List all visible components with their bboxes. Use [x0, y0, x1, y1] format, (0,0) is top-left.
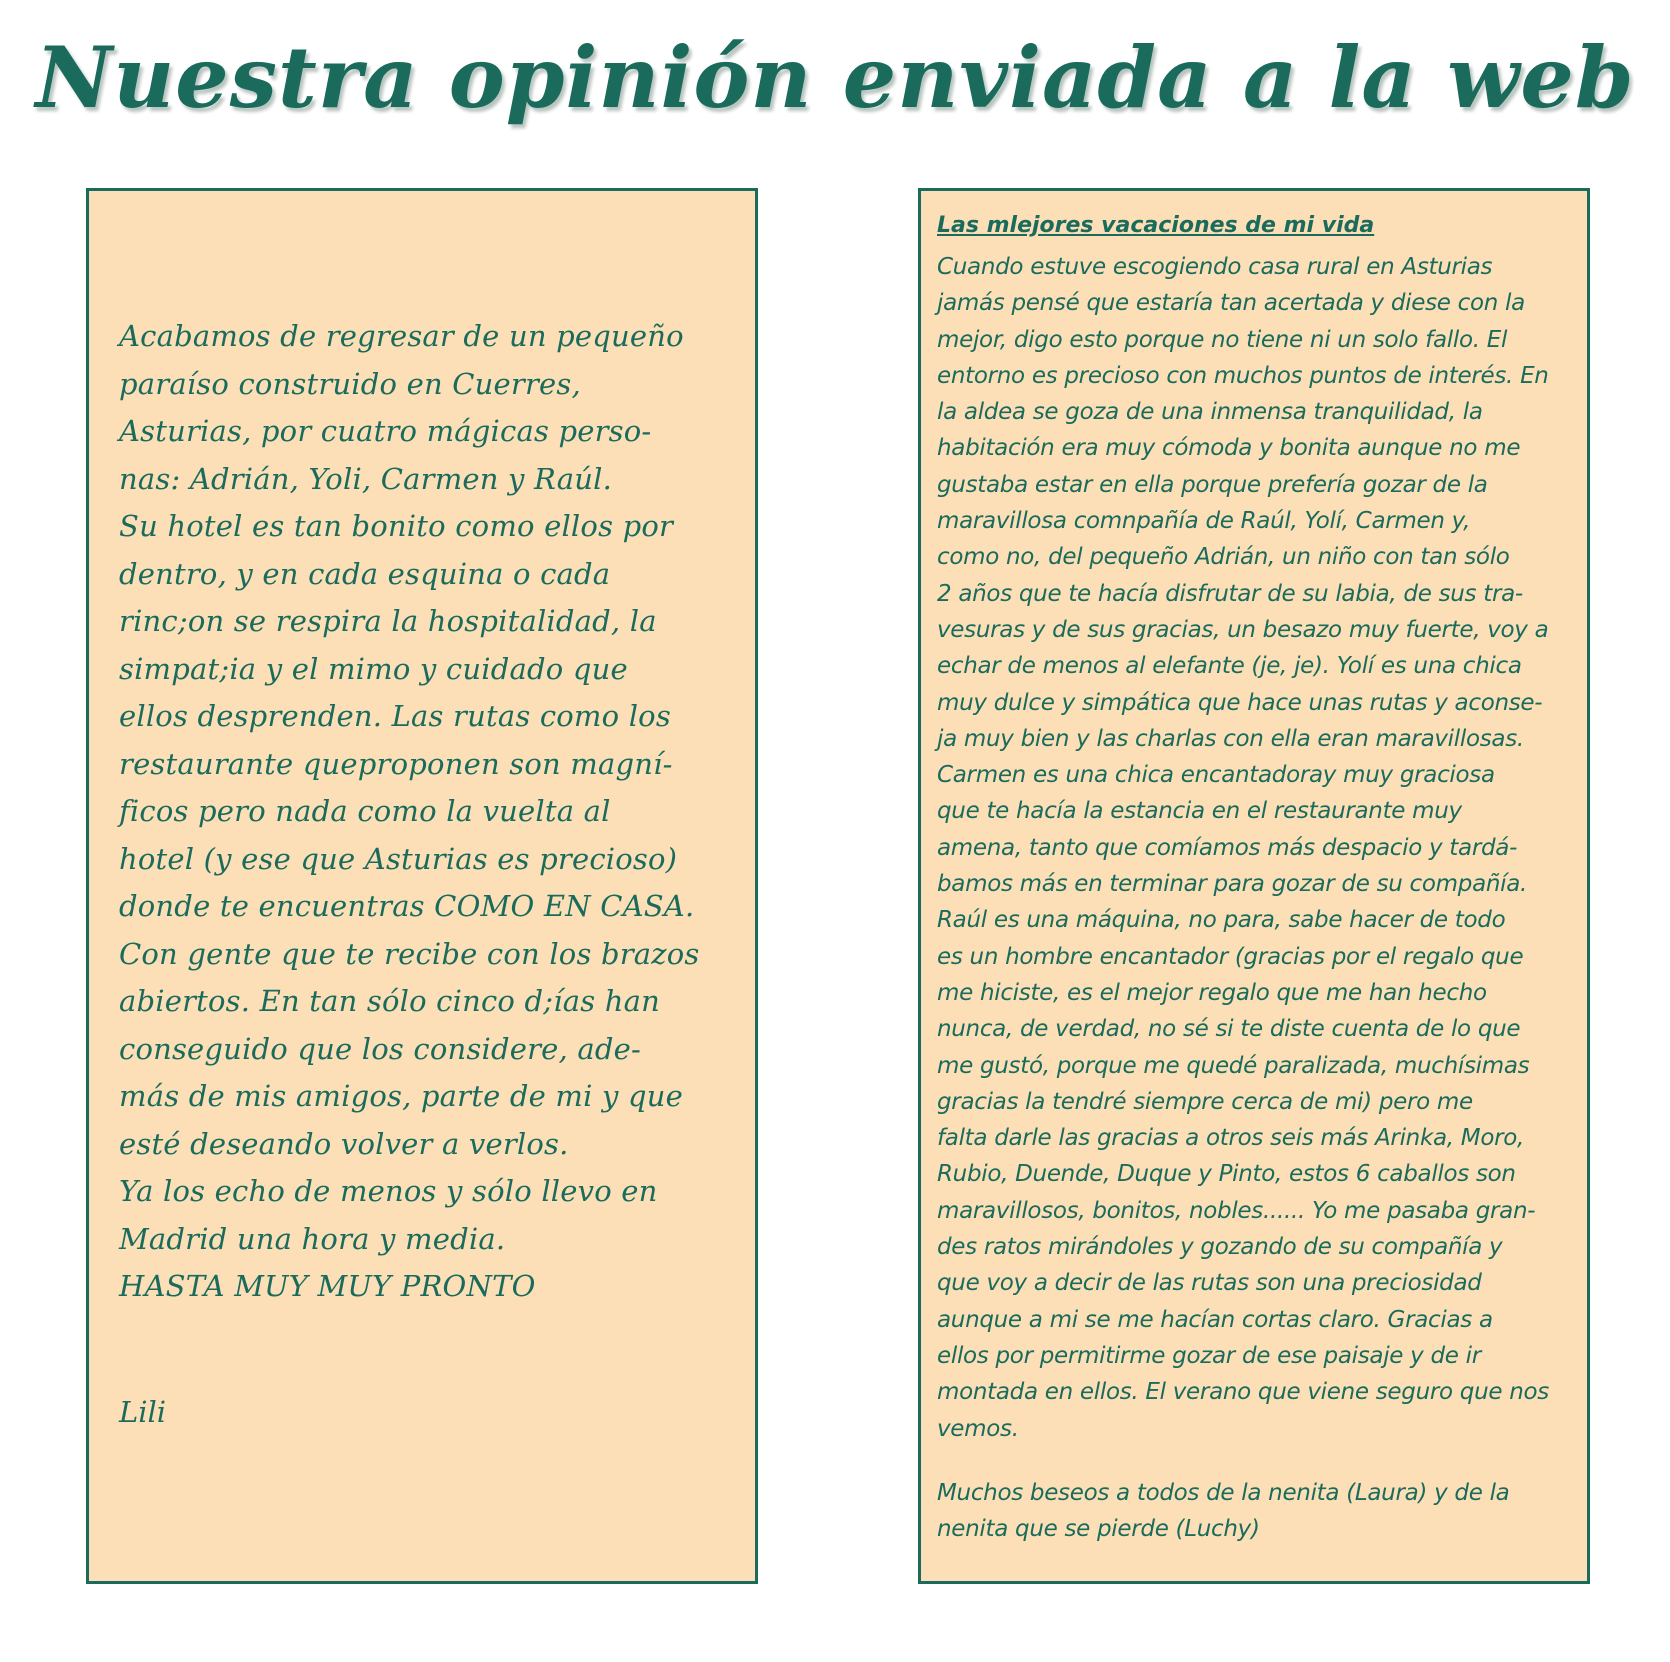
text-line: Acabamos de regresar de un pequeño	[119, 319, 684, 353]
text-line: como no, del pequeño Adrián, un niño con tan sólo	[937, 544, 1510, 571]
text-line: me hiciste, es el mejor regalo que me han hecho	[937, 979, 1487, 1006]
right-review-box	[918, 188, 1590, 1584]
text-line: mejor, digo esto porque no tiene ni un solo fallo. El	[937, 326, 1508, 353]
text-line: bamos más en terminar para gozar de su compañía.	[937, 871, 1528, 898]
text-line: me gustó, porque me quedé paralizada, muchísimas	[937, 1052, 1530, 1079]
right-review-heading: Las mlejores vacaciones de mi vida	[937, 213, 1375, 238]
text-line: habitación era muy cómoda y bonita aunque no me	[937, 435, 1521, 462]
page-title: Nuestra opinión enviada a la web	[35, 28, 1635, 127]
right-review-text	[937, 249, 1581, 1447]
text-line: Su hotel es tan bonito como ellos por	[119, 509, 674, 543]
text-line: jamás pensé que estaría tan acertada y diese con la	[937, 290, 1525, 317]
text-line: vesuras y de sus gracias, un besazo muy fuerte, voy a	[937, 616, 1549, 643]
text-line: aunque a mi se me hacían cortas claro. Gracias a	[937, 1306, 1493, 1333]
text-line: HASTA MUY MUY PRONTO	[119, 1269, 536, 1303]
text-line: gracias la tendré siempre cerca de mi) pero me	[937, 1088, 1473, 1115]
text-line: entorno es precioso con muchos puntos de interés. En	[937, 362, 1549, 389]
text-line: maravillosos, bonitos, nobles...... Yo me pasaba gran-	[937, 1197, 1536, 1224]
text-line: 2 años que te hacía disfrutar de su labia, de sus tra-	[937, 580, 1523, 607]
text-line: montada en ellos. El verano que viene seguro que nos	[937, 1379, 1549, 1406]
text-line: ja muy bien y las charlas con ella eran maravillosas.	[937, 725, 1524, 752]
text-line: gustaba estar en ella porque prefería gozar de la	[937, 471, 1488, 498]
text-line: Madrid una hora y media.	[119, 1221, 506, 1256]
left-review-signature: Lili	[119, 1395, 167, 1429]
text-line: ficos pero nada como la vuelta al	[119, 794, 611, 828]
text-line: echar de menos al elefante (je, je). Yolí es una chica	[937, 653, 1522, 680]
text-line: paraíso construido en Cuerres,	[119, 366, 581, 401]
left-review-box	[86, 188, 758, 1584]
text-line: simpat;ia y el mimo y cuidado que	[119, 651, 628, 686]
text-line: maravillosa comnpañía de Raúl, Yolí, Carmen y,	[937, 508, 1471, 535]
text-line: es un hombre encantador (gracias por el regalo que	[937, 943, 1524, 970]
text-line: amena, tanto que comíamos más despacio y tardá-	[937, 834, 1518, 861]
text-line: abiertos. En tan sólo cinco d;ías han	[119, 984, 660, 1018]
text-line: más de mis amigos, parte de mi y que	[119, 1079, 684, 1113]
text-line: dentro, y en cada esquina o cada	[119, 556, 611, 591]
text-line: hotel (y ese que Asturias es precioso)	[119, 841, 678, 876]
text-line: esté deseando volver a verlos.	[119, 1126, 569, 1161]
left-review-text	[119, 313, 739, 1311]
text-line: des ratos mirándoles y gozando de su compañía y	[937, 1234, 1503, 1261]
text-line: Cuando estuve escogiendo casa rural en Asturias	[937, 254, 1493, 280]
text-line: conseguido que los considere, ade-	[119, 1031, 641, 1066]
text-line: falta darle las gracias a otros seis más Arinka, Moro,	[937, 1125, 1525, 1152]
text-line: ellos desprenden. Las rutas como los	[119, 699, 671, 733]
text-line: nenita que se pierde (Luchy)	[937, 1516, 1260, 1543]
text-line: restaurante queproponen son magní-	[119, 746, 673, 781]
text-line: la aldea se goza de una inmensa tranquilidad, la	[937, 399, 1483, 426]
text-line: Raúl es una máquina, no para, sabe hacer de todo	[937, 907, 1506, 934]
text-line: que te hacía la estancia en el restaurante muy	[937, 798, 1462, 825]
text-line: muy dulce y simpática que hace unas rutas y aconse-	[937, 689, 1543, 716]
text-line: vemos.	[937, 1415, 1019, 1442]
text-line: Con gente que te recibe con los brazos	[119, 936, 700, 971]
text-line: nas: Adrián, Yoli, Carmen y Raúl.	[119, 461, 613, 496]
text-line: Asturias, por cuatro mágicas perso-	[119, 414, 652, 448]
text-line: Rubio, Duende, Duque y Pinto, estos 6 caballos son	[937, 1161, 1516, 1188]
text-line: Carmen es una chica encantadoray muy graciosa	[937, 762, 1495, 789]
text-line: Muchos beseos a todos de la nenita (Laura) y de la	[937, 1480, 1510, 1506]
text-line: nunca, de verdad, no sé si te diste cuenta de lo que	[937, 1016, 1521, 1043]
text-line: rinc;on se respira la hospitalidad, la	[119, 604, 657, 638]
text-line: ellos por permitirme gozar de ese paisaje y de ir	[937, 1342, 1481, 1369]
right-review-closing	[937, 1475, 1581, 1548]
text-line: que voy a decir de las rutas son una preciosidad	[937, 1270, 1482, 1297]
text-line: donde te encuentras COMO EN CASA.	[119, 889, 695, 923]
text-line: Ya los echo de menos y sólo llevo en	[119, 1174, 658, 1208]
